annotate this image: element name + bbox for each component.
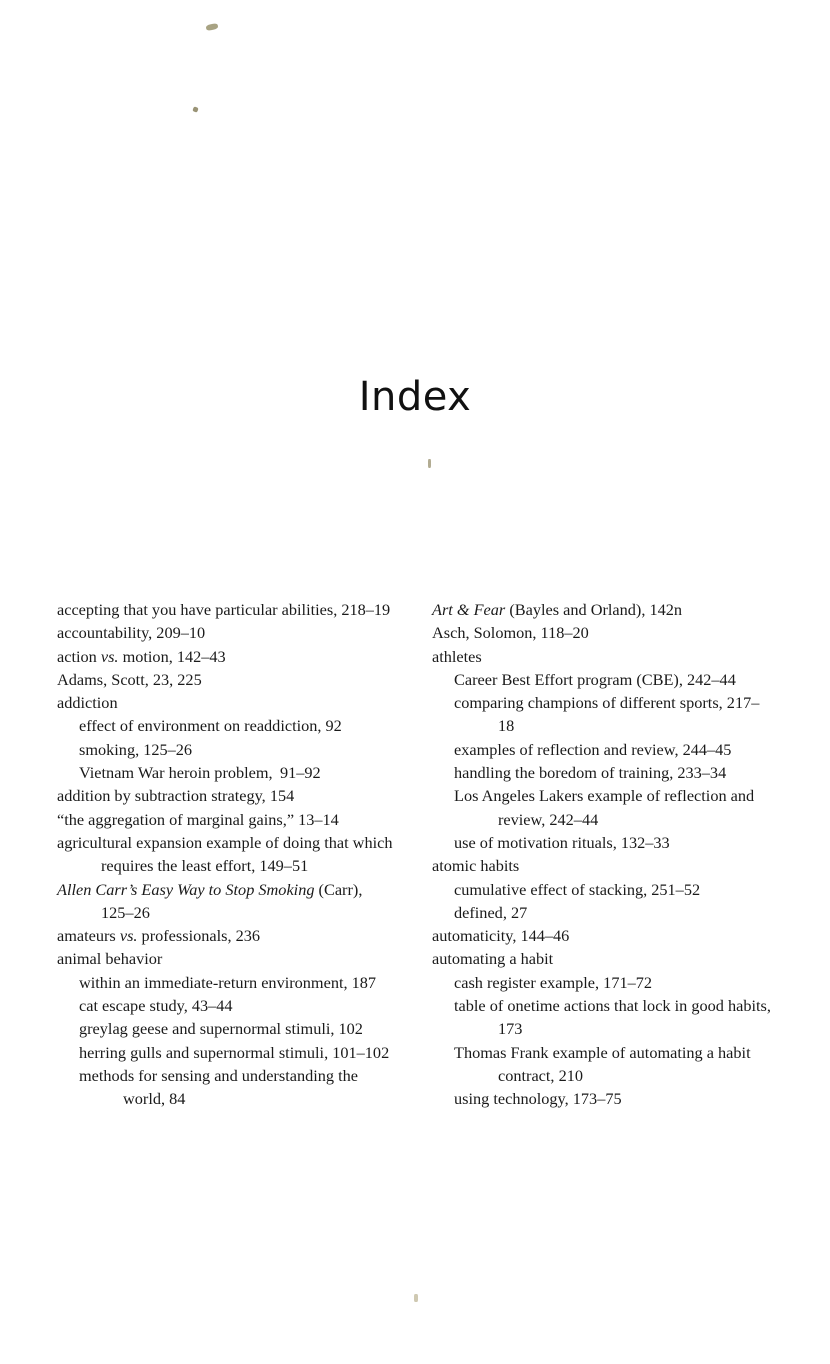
index-entry: amateurs vs. professionals, 236	[57, 926, 261, 946]
index-subentry: Thomas Frank example of automating a habit contract, 210	[454, 1042, 751, 1085]
index-entry: automating a habit	[432, 949, 554, 969]
index-subentry: defined, 27	[454, 902, 528, 922]
index-entry: addiction	[57, 693, 118, 713]
index-entry: Asch, Solomon, 118–20	[432, 623, 589, 643]
index-subentry: examples of reflection and review, 244–45	[454, 739, 732, 759]
index-entry: agricultural expansion example of doing that which requires the least effort, 149–51	[57, 832, 393, 876]
index-subentry: using technology, 173–75	[454, 1089, 622, 1109]
index-entry: accountability, 209–10	[57, 623, 206, 643]
index-entry: automaticity, 144–46	[432, 926, 570, 946]
paper-speck-icon	[206, 23, 219, 31]
paper-speck-icon	[428, 459, 431, 468]
index-subentry: use of motivation rituals, 132–33	[454, 832, 670, 852]
index-subentry: within an immediate-return environment, 187	[79, 972, 377, 992]
index-entry: atomic habits	[432, 856, 520, 876]
index-subentry: greylag geese and supernormal stimuli, 102	[79, 1019, 363, 1039]
index-subentry: herring gulls and supernormal stimuli, 101–102	[79, 1042, 390, 1062]
index-subentry: cat escape study, 43–44	[79, 996, 233, 1016]
index-entry: animal behavior	[57, 949, 163, 969]
index-subentry: cumulative effect of stacking, 251–52	[454, 879, 701, 899]
index-subentry: table of onetime actions that lock in good habits, 173	[454, 996, 771, 1039]
index-entry: Adams, Scott, 23, 225	[57, 669, 202, 689]
column-left	[57, 598, 398, 1111]
index-entry: addition by subtraction strategy, 154	[57, 786, 295, 806]
paper-speck-icon	[414, 1294, 418, 1302]
index-subentry: effect of environment on readdiction, 92	[79, 716, 342, 736]
index-entry: “the aggregation of marginal gains,” 13–14	[57, 809, 339, 829]
index-entry: athletes	[432, 646, 482, 666]
paper-speck-icon	[192, 106, 198, 112]
index-entry: action vs. motion, 142–43	[57, 646, 226, 666]
index-subentry: Los Angeles Lakers example of reflection and review, 242–44	[454, 786, 755, 829]
index-entry: Allen Carr’s Easy Way to Stop Smoking (Carr), 125–26	[57, 879, 363, 922]
index-entry: accepting that you have particular abilities, 218–19	[57, 600, 391, 619]
index-subentry: Vietnam War heroin problem, 91–92	[79, 763, 321, 783]
index-subentry: smoking, 125–26	[79, 739, 193, 759]
index-subentry: methods for sensing and understanding the world, 84	[79, 1065, 358, 1109]
column-right	[432, 598, 773, 1111]
index-subentry: Career Best Effort program (CBE), 242–44	[454, 669, 736, 689]
index-entry: Art & Fear (Bayles and Orland), 142n	[432, 600, 683, 619]
index-subentry: cash register example, 171–72	[454, 972, 653, 992]
index-subentry: handling the boredom of training, 233–34	[454, 763, 727, 783]
page-title: Index	[358, 373, 472, 420]
index-columns	[57, 598, 773, 1111]
index-subentry: comparing champions of different sports, 217–18	[454, 693, 760, 736]
